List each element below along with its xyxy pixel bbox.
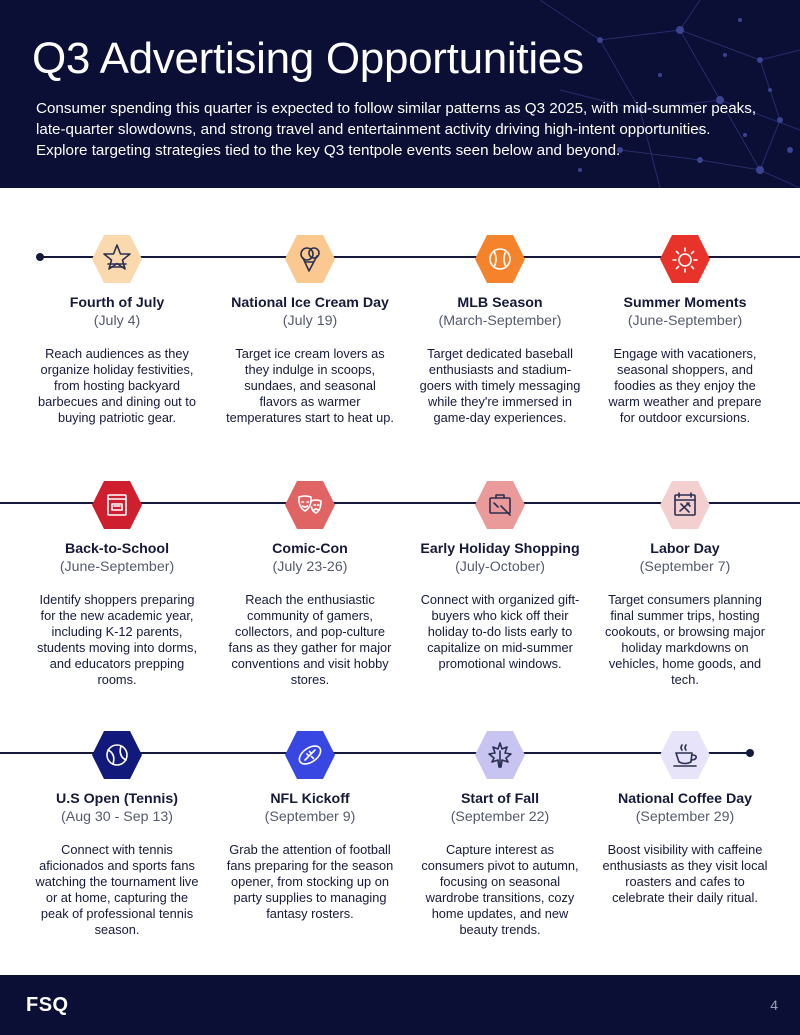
event-title: MLB Season <box>457 295 543 311</box>
event-title: National Ice Cream Day <box>231 295 389 311</box>
intro-paragraph: Consumer spending this quarter is expected to follow similar patterns as Q3 2025, with mid-summer peaks, late-quarter slowdowns, and strong travel and entertainment activity driving high-intent opportunities. Explore targeting strategies tied to the key Q3 tentpole events seen below and beyond. <box>36 100 757 159</box>
event-date: (July 4) <box>93 313 141 329</box>
event-hexagon <box>474 479 526 531</box>
event-date: (June-September) <box>627 313 743 329</box>
event-title: NFL Kickoff <box>270 791 350 807</box>
event-card-nfl-kickoff <box>220 729 400 922</box>
event-card-back-to-school <box>27 479 207 688</box>
event-title: Comic-Con <box>272 541 348 557</box>
event-card-u-s-open-tennis <box>27 729 207 938</box>
fsq-logo: FSQ <box>26 994 69 1016</box>
event-date: (Aug 30 - Sep 13) <box>61 809 173 825</box>
event-description: Connect with tennis aficionados and sports fans watching the tournament live or at home, capturing the peak of professional tennis season. <box>35 842 199 937</box>
event-title: National Coffee Day <box>617 791 753 807</box>
event-hexagon <box>474 729 526 781</box>
event-date: (July 23-26) <box>272 559 348 575</box>
event-card-summer-moments <box>595 233 775 426</box>
event-description: Connect with organized gift-buyers who kick off their holiday to-do lists early to capitalize on mid-summer promotional windows. <box>420 592 580 671</box>
event-card-national-coffee-day <box>595 729 775 906</box>
event-hexagon <box>284 479 336 531</box>
footer <box>0 975 800 1035</box>
event-date: (July 19) <box>282 313 338 329</box>
event-title: Early Holiday Shopping <box>420 541 580 557</box>
event-description: Boost visibility with caffeine enthusiasts as they visit local roasters and cafes to celebrate their daily ritual. <box>602 842 768 905</box>
event-description: Identify shoppers preparing for the new academic year, including K-12 parents, students moving into dorms, and educators prepping rooms. <box>36 592 198 687</box>
event-card-early-holiday-shopping <box>410 479 590 672</box>
event-card-fourth-of-july <box>27 233 207 426</box>
event-card-comic-con <box>220 479 400 688</box>
event-date: (September 29) <box>635 809 735 825</box>
event-description: Target dedicated baseball enthusiasts and stadium-goers with timely messaging while they're immersed in game-day experiences. <box>419 346 581 425</box>
event-title: Summer Moments <box>623 295 747 311</box>
event-hexagon <box>474 233 526 285</box>
event-hexagon <box>284 729 336 781</box>
event-description: Target ice cream lovers as they indulge in scoops, sundaes, and seasonal flavors as warmer temperatures start to heat up. <box>226 346 394 425</box>
event-date: (September 22) <box>450 809 550 825</box>
event-title: Labor Day <box>650 541 720 557</box>
event-hexagon <box>659 479 711 531</box>
event-date: (March-September) <box>438 313 562 329</box>
event-hexagon <box>91 729 143 781</box>
event-description: Reach audiences as they organize holiday festivities, from hosting backyard barbecues and dining out to buying patriotic gear. <box>38 346 196 425</box>
event-hexagon <box>91 233 143 285</box>
event-card-start-of-fall <box>410 729 590 938</box>
event-title: Back-to-School <box>64 541 170 557</box>
page-number: 4 <box>770 997 778 1013</box>
event-description: Target consumers planning final summer trips, hosting cookouts, or browsing major holiday markdowns on vehicles, home goods, and tech. <box>604 592 766 687</box>
event-description: Grab the attention of football fans preparing for the season opener, from stocking up on party supplies to managing fantasy rosters. <box>226 842 394 921</box>
event-title: Start of Fall <box>460 791 540 807</box>
event-description: Capture interest as consumers pivot to autumn, focusing on seasonal wardrobe transitions, cozy home updates, and new beauty trends. <box>421 842 579 937</box>
header-banner <box>0 0 800 188</box>
event-card-labor-day <box>595 479 775 688</box>
event-date: (September 9) <box>264 809 356 825</box>
event-date: (July-October) <box>455 559 545 575</box>
event-description: Engage with vacationers, seasonal shoppers, and foodies as they enjoy the warm weather and prepare for outdoor excursions. <box>608 346 762 425</box>
event-hexagon <box>659 233 711 285</box>
event-title: Fourth of July <box>69 295 165 311</box>
event-date: (September 7) <box>639 559 731 575</box>
event-date: (June-September) <box>59 559 175 575</box>
event-title: U.S Open (Tennis) <box>56 791 178 807</box>
event-hexagon <box>284 233 336 285</box>
event-card-national-ice-cream-day <box>220 233 400 426</box>
event-description: Reach the enthusiastic community of gamers, collectors, and pop-culture fans as they gather for major conventions and visit hobby stores. <box>228 592 392 687</box>
page-title: Q3 Advertising Opportunities <box>32 34 584 83</box>
event-card-mlb-season <box>410 233 590 426</box>
event-hexagon <box>659 729 711 781</box>
event-hexagon <box>91 479 143 531</box>
